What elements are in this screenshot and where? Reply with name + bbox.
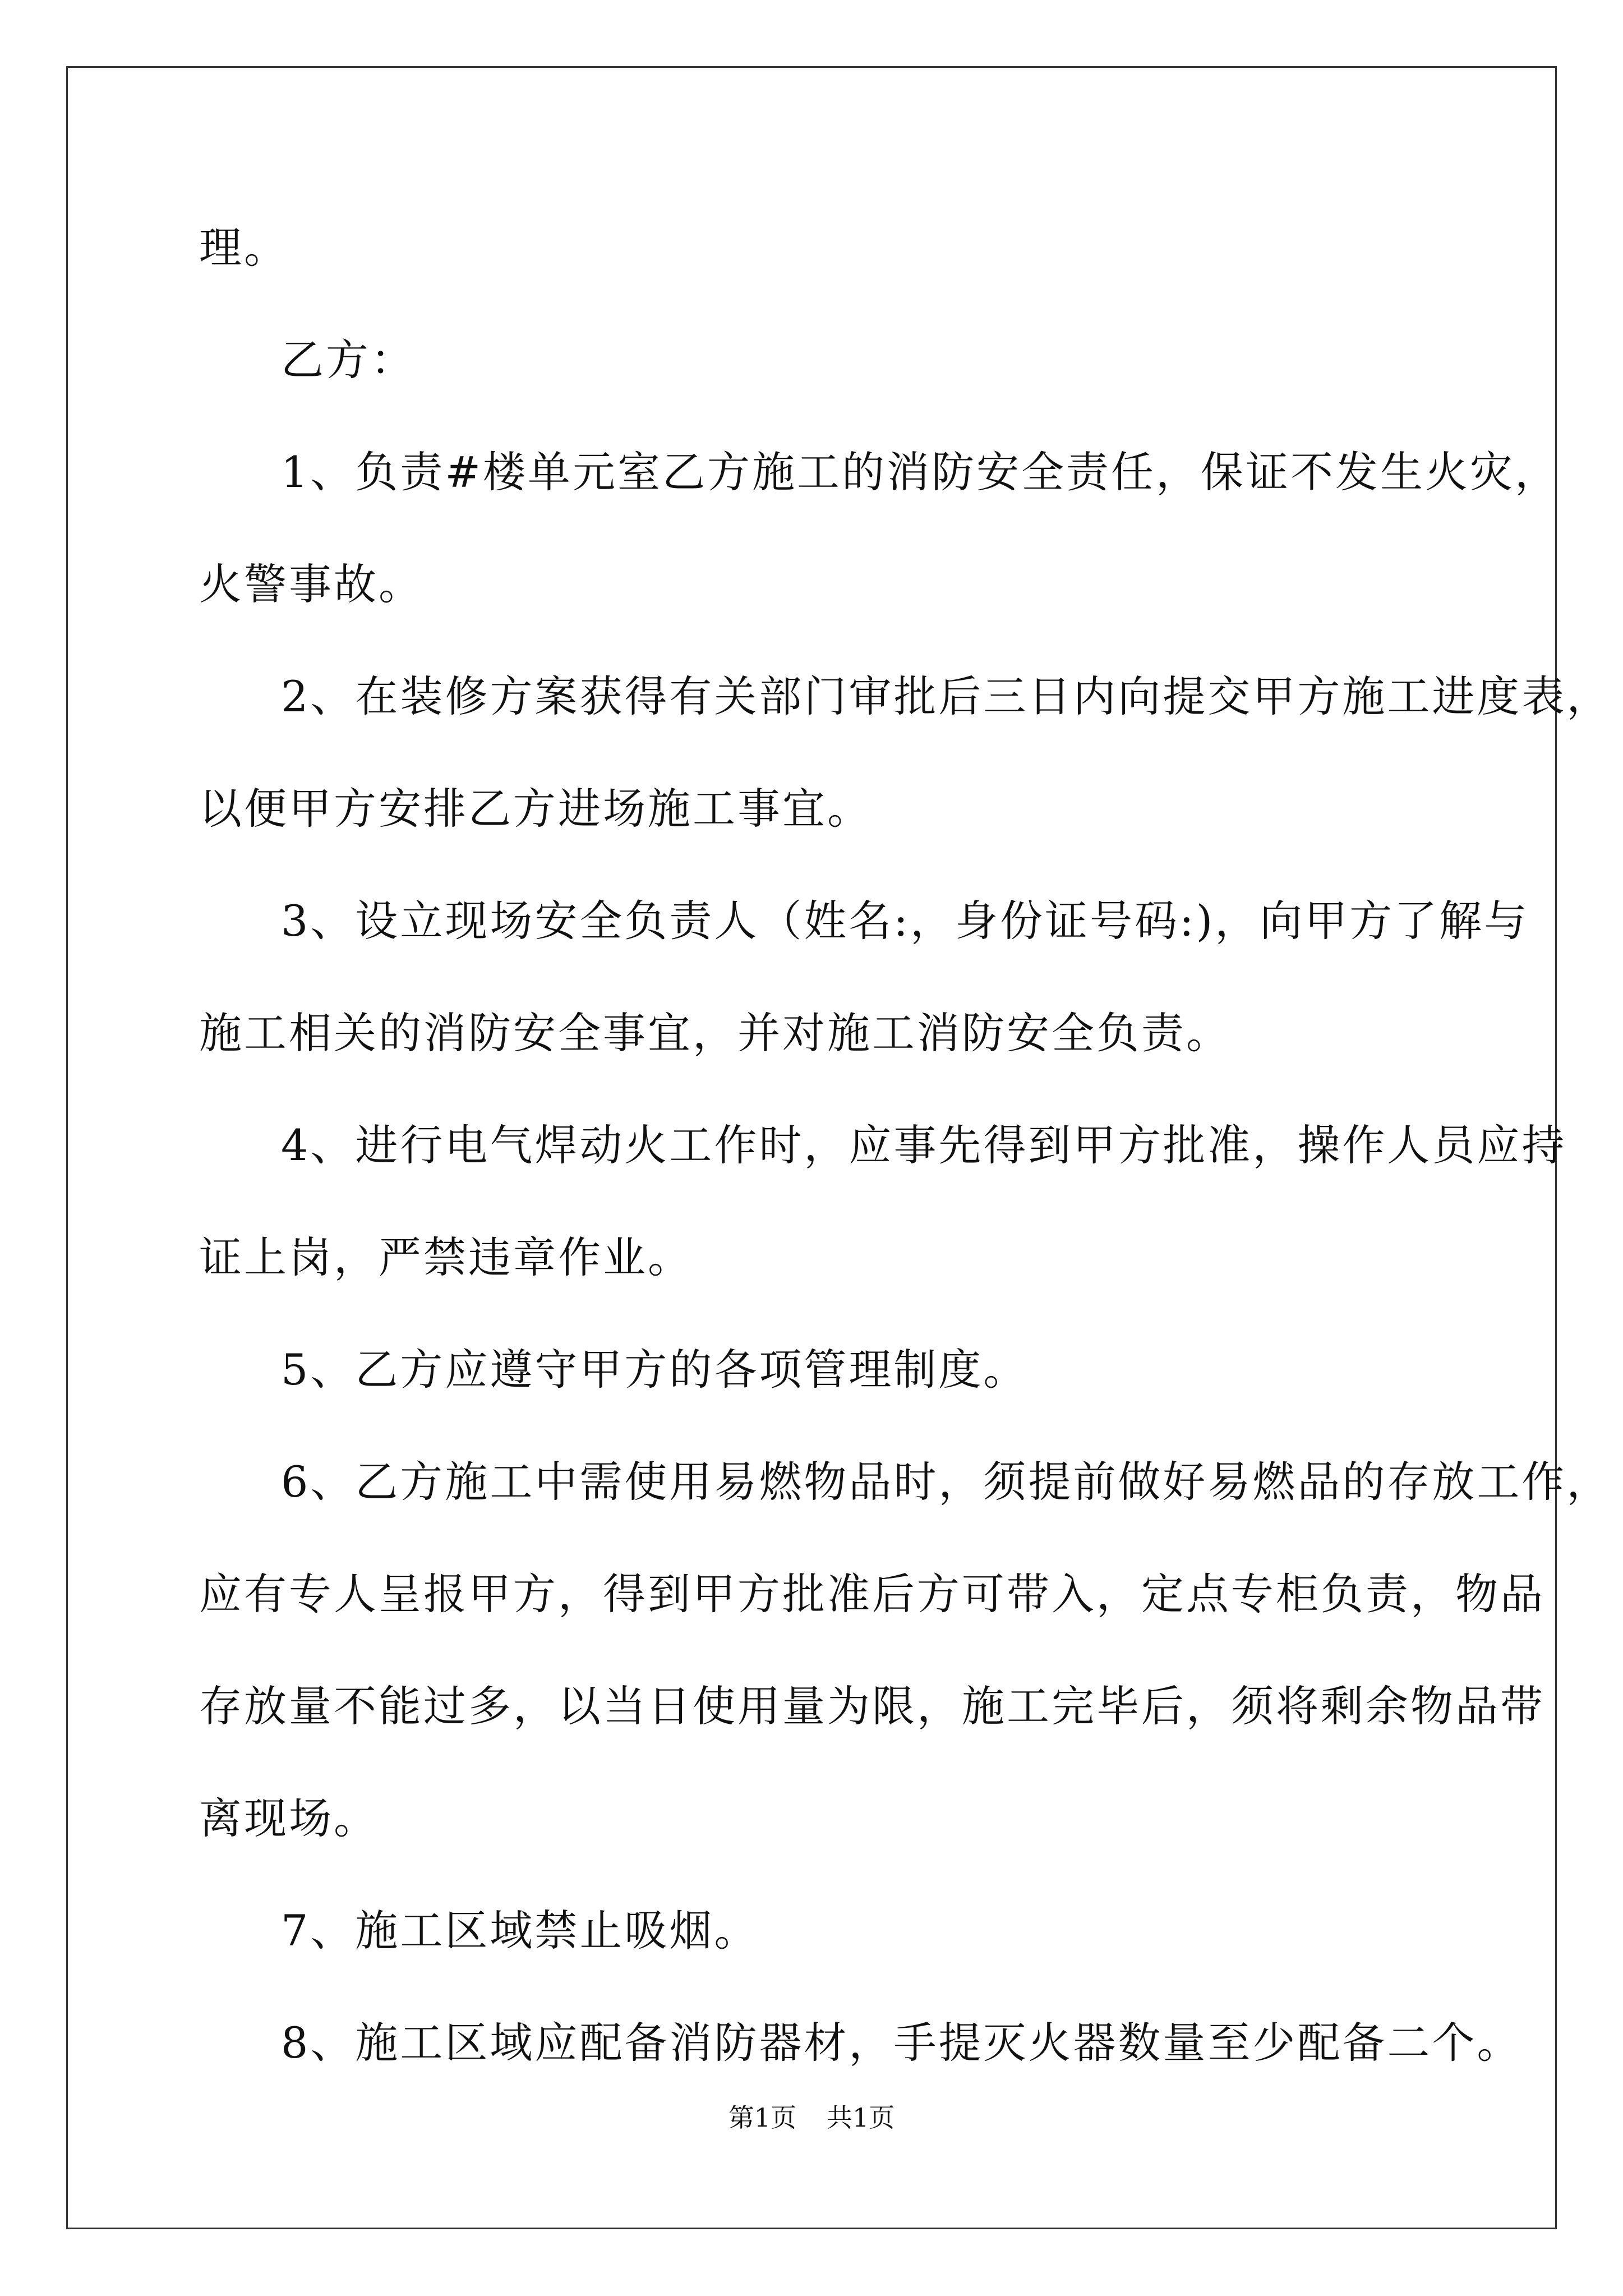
page-footer xyxy=(0,2101,1623,2134)
text-line: 应有专人呈报甲方，得到甲方批准后方可带入，定点专柜负责，物品 xyxy=(199,1569,1545,1619)
text-line-item-6: 6、乙方施工中需使用易燃物品时，须提前做好易燃品的存放工作， xyxy=(281,1457,1612,1507)
text-line: 施工相关的消防安全事宜，并对施工消防安全负责。 xyxy=(199,1008,1231,1058)
text-line-item-4: 4、进行电气焊动火工作时，应事先得到甲方批准，操作人员应持 xyxy=(281,1120,1567,1170)
page-number: 第1页 xyxy=(728,2102,796,2133)
text-line-item-5: 5、乙方应遵守甲方的各项管理制度。 xyxy=(281,1345,1029,1395)
text-line-item-7: 7、施工区域禁止吸烟。 xyxy=(281,1906,759,1955)
text-line: 以便甲方安排乙方进场施工事宜。 xyxy=(199,784,872,834)
text-line: 火警事故。 xyxy=(199,559,423,609)
text-line: 证上岗，严禁违章作业。 xyxy=(199,1232,693,1282)
text-line: 理。 xyxy=(199,223,289,273)
text-line-item-1: 1、负责#楼单元室乙方施工的消防安全责任，保证不发生火灾， xyxy=(281,447,1560,497)
text-line-item-3: 3、设立现场安全负责人（姓名:，身份证号码:)，向甲方了解与 xyxy=(281,896,1529,946)
text-line-item-8: 8、施工区域应配备消防器材，手提灭火器数量至少配备二个。 xyxy=(281,2018,1522,2068)
text-line-party-b-heading: 乙方： xyxy=(281,335,416,385)
text-line-item-2: 2、在装修方案获得有关部门审批后三日内向提交甲方施工进度表， xyxy=(281,671,1612,721)
text-line: 存放量不能过多，以当日使用量为限，施工完毕后，须将剩余物品带 xyxy=(199,1681,1545,1731)
text-line: 离现场。 xyxy=(199,1793,379,1843)
page-total: 共1页 xyxy=(827,2102,895,2133)
